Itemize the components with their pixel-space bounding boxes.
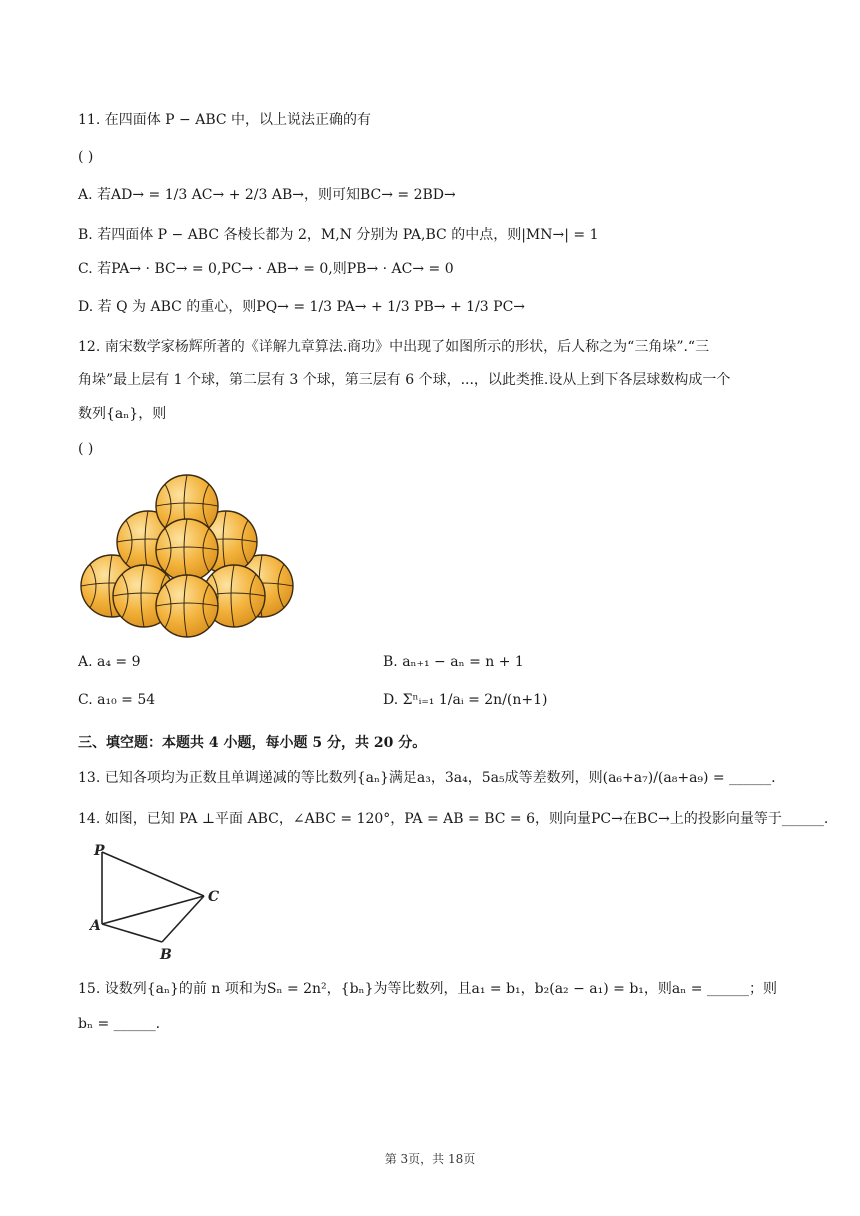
q12-option-a: A. a₄ = 9 bbox=[78, 654, 141, 670]
q14-tetrahedron-figure bbox=[86, 838, 236, 964]
q12-bracket: ( ) bbox=[78, 441, 94, 457]
point-label-a: A bbox=[90, 918, 101, 934]
q15-line1: 15. 设数列{aₙ}的前 n 项和为Sₙ = 2n²，{bₙ}为等比数列，且a₁ = b₁，b₂(a₂ − a₁) = b₁，则aₙ = ______；则 bbox=[78, 981, 777, 997]
ball bbox=[156, 575, 218, 637]
q12-stem-line1: 12. 南宋数学家杨辉所著的《详解九章算法.商功》中出现了如图所示的形状，后人称之为“三角垛”.“三 bbox=[78, 339, 710, 355]
point-label-p: P bbox=[94, 843, 105, 859]
q12-stem-line3: 数列{aₙ}，则 bbox=[78, 406, 167, 422]
q12-stem-line2: 角垛”最上层有 1 个球，第二层有 3 个球，第三层有 6 个球，...，以此类推.设从上到下各层球数构成一个 bbox=[78, 372, 731, 388]
q12-option-d: D. Σⁿᵢ₌₁ 1/aᵢ = 2n/(n+1) bbox=[383, 692, 548, 708]
section-heading: 三、填空题：本题共 4 小题，每小题 5 分，共 20 分。 bbox=[78, 735, 427, 751]
page-footer: 第 3页，共 18页 bbox=[384, 1152, 476, 1166]
q11-option-a: A. 若AD→ = 1/3 AC→ + 2/3 AB→，则可知BC→ = 2BD→ bbox=[78, 187, 456, 203]
q13-text: 13. 已知各项均为正数且单调递减的等比数列{aₙ}满足a₃，3a₄，5a₅成等差数列，则(a₆+a₇)/(a₈+a₉) = ______. bbox=[78, 770, 776, 786]
point-label-b: B bbox=[160, 947, 172, 963]
point-label-c: C bbox=[208, 889, 220, 905]
q11-bracket: ( ) bbox=[78, 149, 94, 165]
basketball-pyramid-figure bbox=[76, 470, 298, 642]
q14-text: 14. 如图，已知 PA ⊥平面 ABC，∠ABC = 120°，PA = AB = BC = 6，则向量PC→在BC→上的投影向量等于______. bbox=[78, 811, 829, 827]
q12-option-c: C. a₁₀ = 54 bbox=[78, 692, 156, 708]
q11-option-b: B. 若四面体 P − ABC 各棱长都为 2，M,N 分别为 PA,BC 的中点，则|MN→| = 1 bbox=[78, 227, 599, 243]
q15-line2: bₙ = ______. bbox=[78, 1016, 161, 1032]
q11-option-d: D. 若 Q 为 ABC 的重心，则PQ→ = 1/3 PA→ + 1/3 PB→ + 1/3 PC→ bbox=[78, 299, 526, 315]
q11-option-c: C. 若PA→ · BC→ = 0,PC→ · AB→ = 0,则PB→ · AC→ = 0 bbox=[78, 261, 454, 277]
q11-stem: 11. 在四面体 P − ABC 中，以上说法正确的有 bbox=[78, 112, 372, 128]
ball bbox=[156, 519, 218, 581]
q12-option-b: B. aₙ₊₁ − aₙ = n + 1 bbox=[383, 654, 524, 670]
